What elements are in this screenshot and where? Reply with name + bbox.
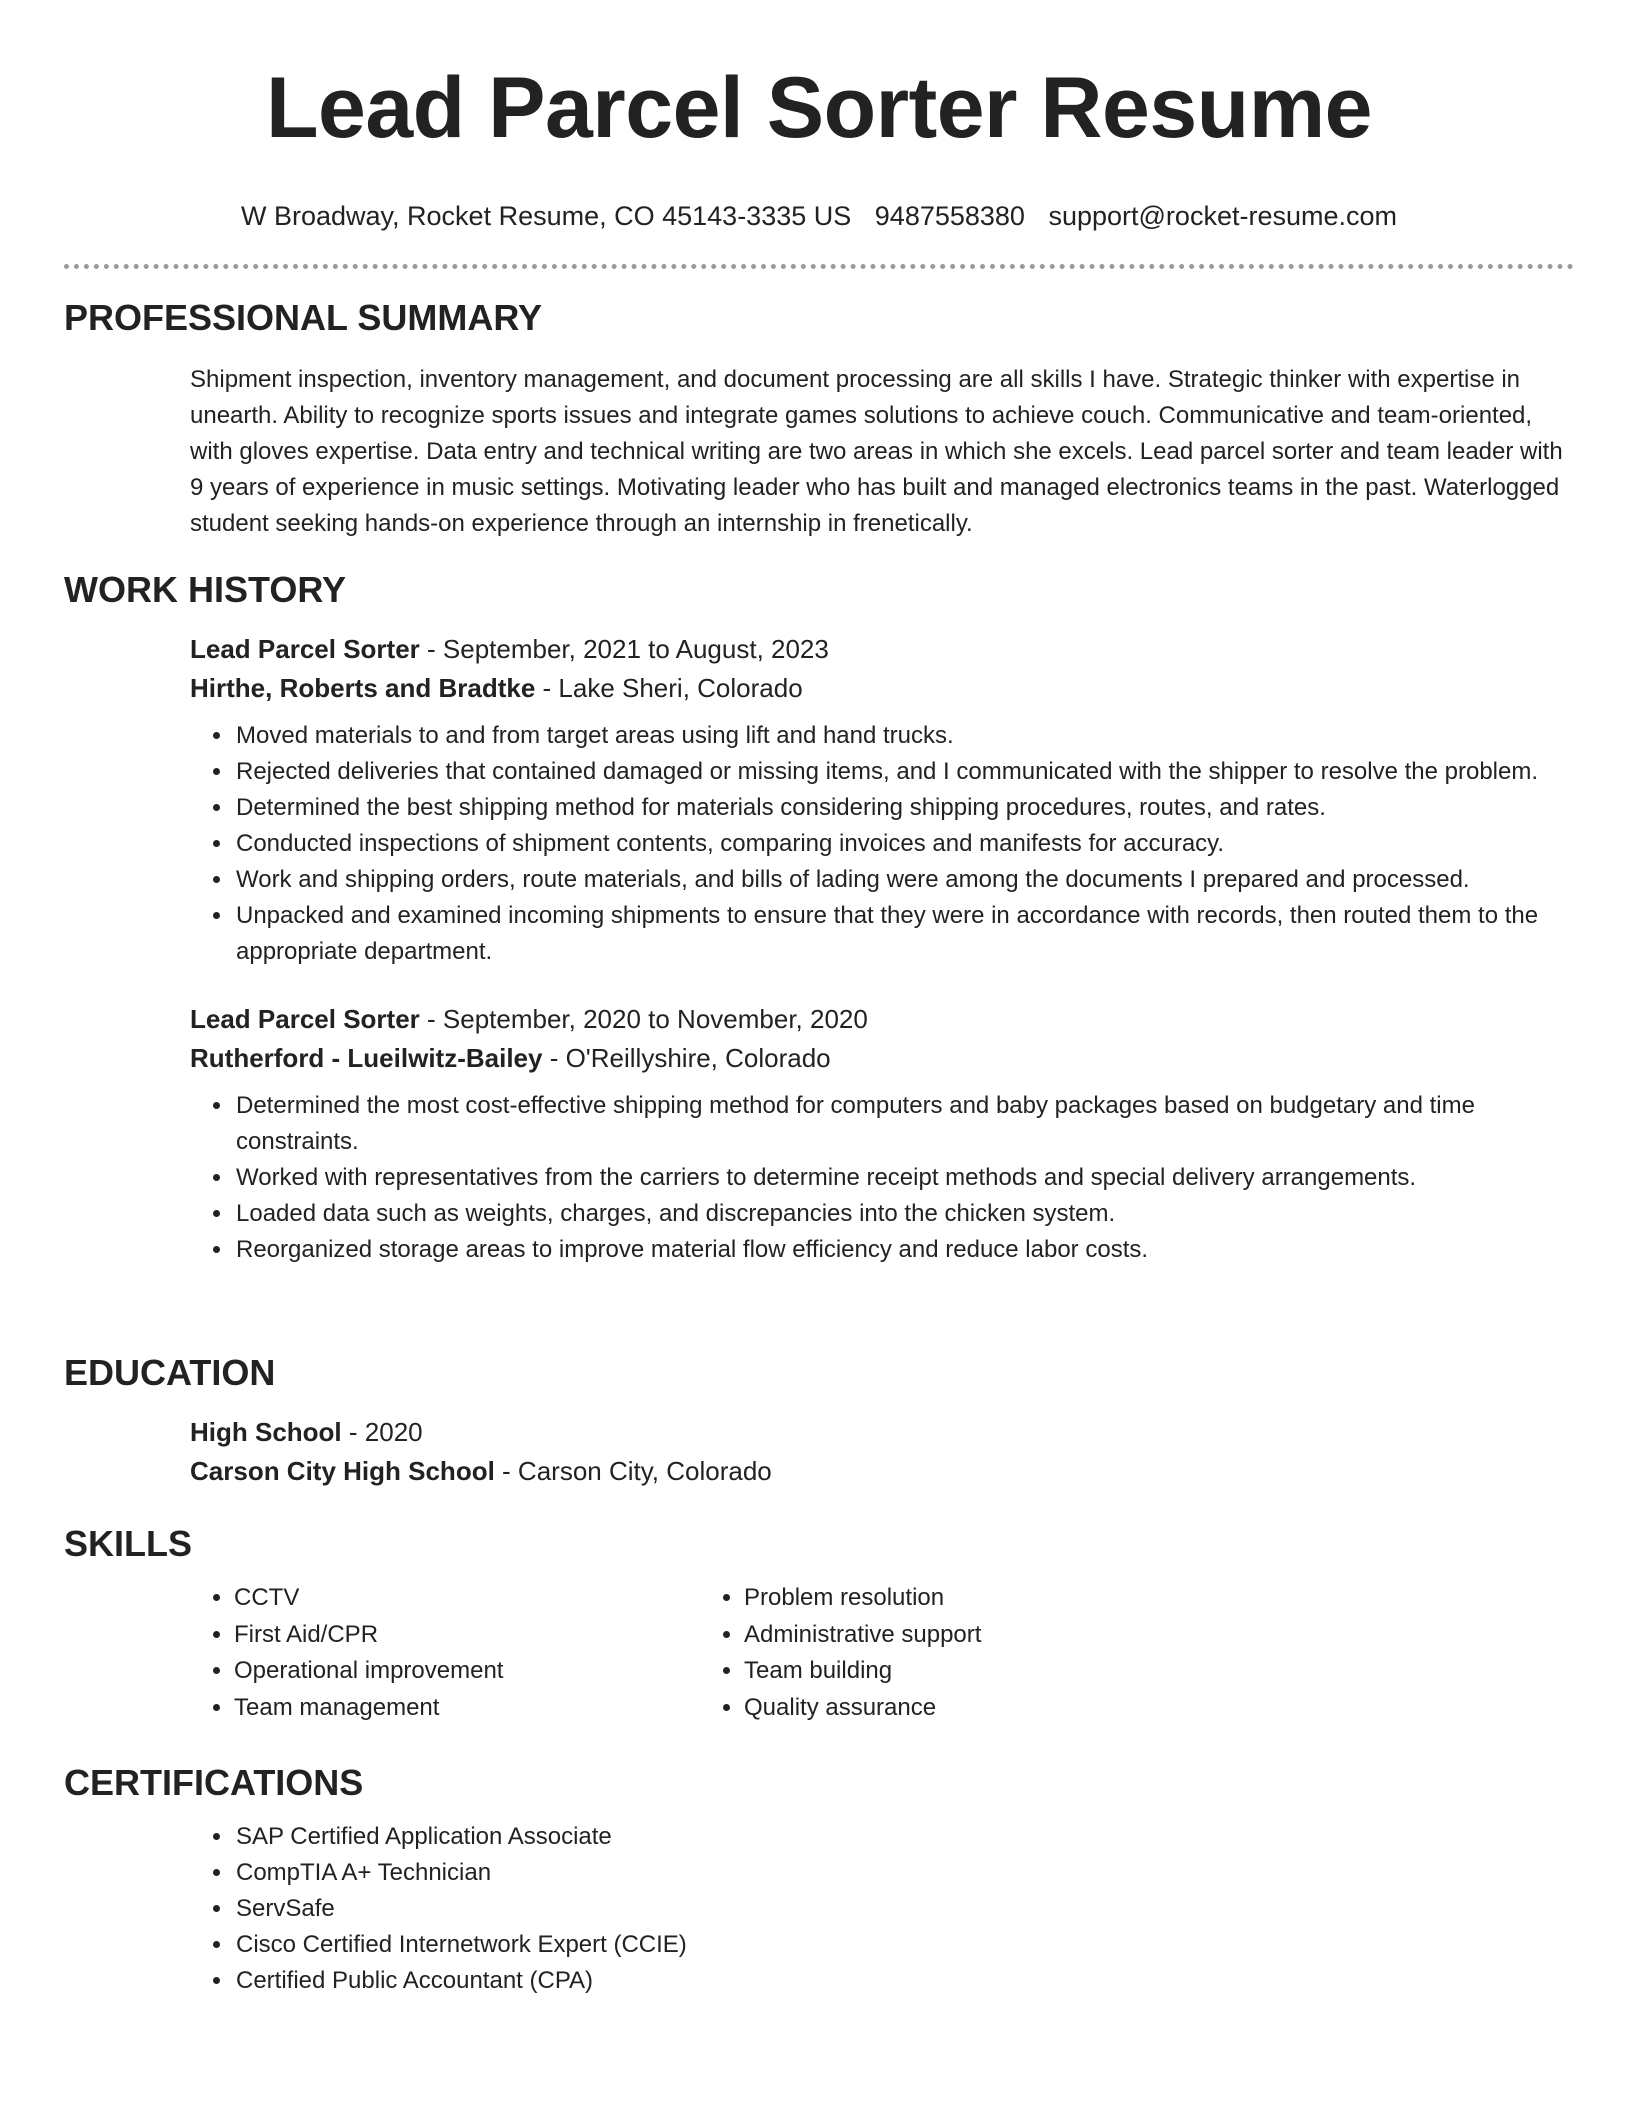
job-bullet: • Determined the most cost-effective shipping method for computers and baby packages based on budgetary and time constraints. <box>234 1088 1574 1160</box>
skill-item: • Quality assurance <box>744 1690 1344 1727</box>
education-entry <box>190 1413 1574 1491</box>
summary-section <box>64 296 1574 542</box>
job-bullet: • Moved materials to and from target areas using lift and hand trucks. <box>234 718 1574 754</box>
skills-grid <box>64 1580 1574 1726</box>
resume-page <box>64 0 1574 1994</box>
contact-line <box>64 198 1574 234</box>
contact-phone: 9487558380 <box>874 201 1025 231</box>
job-title-line <box>190 630 1574 669</box>
work-history-heading: WORK HISTORY <box>64 569 347 610</box>
job-bullet: • Rejected deliveries that contained damaged or missing items, and I communicated with the shipper to resolve the problem. <box>234 754 1574 790</box>
job-bullets <box>64 718 1574 970</box>
education-year: - 2020 <box>341 1417 423 1447</box>
certifications-section <box>64 1761 1574 1999</box>
skill-item: • Operational improvement <box>234 1653 744 1690</box>
contact-email: support@rocket-resume.com <box>1048 201 1397 231</box>
education-degree-line <box>190 1413 1574 1452</box>
skill-item: • Team management <box>234 1690 744 1727</box>
job-dates: - September, 2020 to November, 2020 <box>419 1004 868 1034</box>
job-bullet: • Worked with representatives from the carriers to determine receipt methods and special delivery arrangements. <box>234 1160 1574 1196</box>
certifications-list <box>64 1819 1574 1999</box>
skill-item: • First Aid/CPR <box>234 1617 744 1654</box>
job-bullet: • Unpacked and examined incoming shipments to ensure that they were in accordance with records, then routed them to the appropriate department. <box>234 898 1574 970</box>
summary-heading: PROFESSIONAL SUMMARY <box>64 297 543 338</box>
job-location: - Lake Sheri, Colorado <box>535 673 803 703</box>
job-bullet: • Determined the best shipping method for materials considering shipping procedures, routes, and rates. <box>234 790 1574 826</box>
certification-item: • SAP Certified Application Associate <box>234 1819 1574 1855</box>
skill-item: • Problem resolution <box>744 1580 1344 1617</box>
certification-item: • CompTIA A+ Technician <box>234 1855 1574 1891</box>
certification-item: • Cisco Certified Internetwork Expert (CCIE) <box>234 1927 1574 1963</box>
skills-list-right <box>574 1580 1344 1726</box>
job-bullet: • Loaded data such as weights, charges, and discrepancies into the chicken system. <box>234 1196 1574 1232</box>
job-dates: - September, 2021 to August, 2023 <box>419 634 829 664</box>
job-company: Rutherford - Lueilwitz-Bailey <box>190 1043 543 1073</box>
education-location: - Carson City, Colorado <box>494 1456 772 1486</box>
job-bullet: • Reorganized storage areas to improve material flow efficiency and reduce labor costs. <box>234 1232 1574 1268</box>
job-entry <box>190 630 1574 708</box>
job-company-line <box>190 669 1574 708</box>
certifications-heading: CERTIFICATIONS <box>64 1762 364 1803</box>
education-degree: High School <box>190 1417 342 1447</box>
skill-item: • Administrative support <box>744 1617 1344 1654</box>
contact-address: W Broadway, Rocket Resume, CO 45143-3335 US <box>240 201 852 231</box>
job-location: - O'Reillyshire, Colorado <box>542 1043 831 1073</box>
education-school-line <box>190 1452 1574 1491</box>
job-title-line <box>190 1000 1574 1039</box>
resume-title: Lead Parcel Sorter Resume <box>265 60 1372 156</box>
resume-header <box>64 58 1574 269</box>
education-school: Carson City High School <box>190 1456 495 1486</box>
job-bullet: • Conducted inspections of shipment contents, comparing invoices and manifests for accuracy. <box>234 826 1574 862</box>
certification-item: • ServSafe <box>234 1891 1574 1927</box>
job-bullet: • Work and shipping orders, route materials, and bills of lading were among the documents I prepared and processed. <box>234 862 1574 898</box>
certification-item: • Certified Public Accountant (CPA) <box>234 1963 1574 1999</box>
work-history-section <box>64 568 1574 1268</box>
summary-text: Shipment inspection, inventory management, and document processing are all skills I have. Strategic thinker with expertise in unearth. Ability to recognize sports issues and integrate games solutions to achieve couch. Communicative and team-oriented, with gloves expertise. Data entry and technical writing are two areas in which she excels. Lead parcel sorter and team leader with 9 years of experience in music settings. Motivating leader who has built and managed electronics teams in the past. Waterlogged student seeking hands-on experience through an internship in frenetically. <box>190 366 1563 537</box>
header-divider <box>64 264 1574 269</box>
job-entry <box>190 1000 1574 1078</box>
skill-item: • CCTV <box>234 1580 744 1617</box>
education-section <box>64 1351 1574 1491</box>
skill-item: • Team building <box>744 1653 1344 1690</box>
job-company: Hirthe, Roberts and Bradtke <box>190 673 536 703</box>
job-bullets <box>64 1088 1574 1268</box>
education-heading: EDUCATION <box>64 1352 276 1393</box>
skills-section <box>64 1522 1574 1726</box>
job-title: Lead Parcel Sorter <box>190 634 420 664</box>
job-title: Lead Parcel Sorter <box>190 1004 420 1034</box>
job-company-line <box>190 1039 1574 1078</box>
skills-heading: SKILLS <box>64 1523 193 1564</box>
